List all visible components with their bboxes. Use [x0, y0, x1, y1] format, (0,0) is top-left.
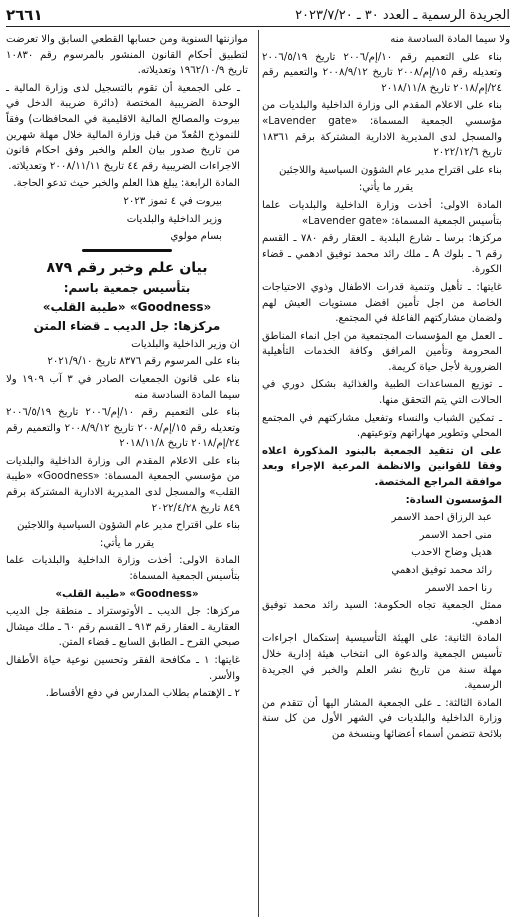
founder-name: رنا احمد الاسمر: [425, 582, 492, 594]
paragraph: بناء على اقتراح مدير عام الشؤون السياسية واللاجئين: [278, 164, 502, 176]
objectives: غايتها: ١ ـ مكافحة الفقر وتحسين نوعية حياة الأطفال والأسر.: [6, 655, 241, 682]
left-column: [6, 32, 248, 704]
journal-issue-line: الجريدة الرسمية ـ العدد ٣٠ ـ ٢٠٢٣/٧/٢٠: [295, 7, 510, 23]
paragraph: بناء على التعميم رقم ١٠/إم/٢٠٠٦ تاريخ ٢٠٠٦/٥/١٩ وتعديله رقم ١٥/إم/٢٠٠٨ تاريخ ٢٠٠٨/٩/١٢ والتعميم رقم ٢٤/إم/٢٠١٨ تاريخ ٢٠١٨/١١/٨: [262, 51, 503, 94]
compliance-clause: على ان تتقيد الجمعية بالبنود المذكورة اعلاه وفقا للقوانين والانظمة المرعية الإجراء وبعد موافقة المراجع المختصة.: [262, 445, 502, 489]
paragraph: بناء على الاعلام المقدم الى وزارة الداخلية والبلديات من مؤسسي الجمعية المسماة: «Lavender gate» والمسجل لدى المديرية الادارية المشتركة برقم ١٨٣٦١ تاريخ ٢٠٢٢/١٢/٦: [262, 100, 502, 159]
paragraph: بناء على قانون الجمعيات الصادر في ٣ آب ١٩٠٩ ولا سيما المادة السادسة منه: [6, 373, 240, 401]
association-name-repeat: «Goodness» «طيبة القلب»: [55, 588, 199, 600]
right-column: [262, 32, 510, 745]
objective-item: ـ العمل مع المؤسسات المجتمعية من اجل انماء المناطق المحرومة وتأمين المرافق وكافة الخدمات التأهيلية الضرورية لأجل حياة كريمة.: [262, 330, 502, 373]
decision-heading: يقرر ما يأتي:: [358, 182, 414, 194]
paragraph: ولا سيما المادة السادسة منه: [390, 34, 510, 45]
objective-item: ـ توزيع المساعدات الطبية والغذائية بشكل دوري في الحالات التي يتم التحقق منها.: [262, 379, 502, 407]
paragraph: بناء على التعميم رقم ١٠/إم/٢٠٠٦ تاريخ ٢٠٠٦/٥/١٩ وتعديله رقم ١٥/إم/٢٠٠٨ تاريخ ٢٠٠٨/٩/١٢ والتعميم رقم ٢٤/إم/٢٠١٨ تاريخ ٢٠١٨/١١/٨: [6, 407, 241, 450]
founder-name: عبد الرزاق احمد الاسمر: [391, 512, 492, 524]
paragraph: ان وزير الداخلية والبلديات: [131, 338, 240, 350]
article-three: المادة الثالثة: ـ على الجمعية المشار اليها أن تتقدم من وزارة الداخلية والبلديات في الشهر الأول من كل سنة بلائحة تتضمن أسماء أعضائها وبنسخة من: [262, 697, 502, 740]
article-one: المادة الاولى: أخذت وزارة الداخلية والبلديات علما بتأسيس الجمعية المسماة:: [6, 555, 240, 583]
column-divider: [258, 30, 259, 917]
page-header: [6, 4, 510, 27]
paragraph: بناء على اقتراح مدير عام الشؤون السياسية واللاجئين: [16, 520, 240, 532]
signature-name: بسام مولوي: [170, 231, 222, 243]
association-name: «Goodness» «طيبة القلب»: [42, 299, 212, 314]
decision-heading: يقرر ما يأتي:: [99, 537, 155, 549]
paragraph: بناء على الاعلام المقدم الى وزارة الداخلية والبلديات من مؤسسي الجمعية المسماة: «Goodness» «طيبة القلب» والمسجل لدى المديرية الادارية المشتركة برقم ٨٤٩ تاريخ ٢٠٢٢/٤/٢٨: [6, 455, 240, 514]
paragraph: موازنتها السنوية ومن حسابها القطعي السابق والا تعرضت لتطبيق أحكام القانون المنشور بالمرسوم رقم ١٠٨٣٠ تاريخ ١٩٦٢/١٠/٩ وتعديلاته.: [6, 34, 248, 77]
founder-name: منى احمد الاسمر: [419, 529, 492, 541]
article-two: المادة الثانية: على الهيئة التأسيسية إستكمال اجراءات تأسيس الجمعية والدعوة الى انتخاب هيئة إدارية خلال مهلة سنة من تاريخ نشر العلم والخبر في الجريدة الرسمية.: [262, 633, 502, 692]
headquarters: مركزها: برسا ـ شارع البلدية ـ العقار رقم ٧٨٠ ـ القسم رقم ٦ ـ بلوك A ـ ملك رائد محمد توفيق ادهمي ـ قضاء الكورة.: [262, 233, 502, 276]
section-divider: [6, 249, 248, 252]
association-location: مركزها: جل الديب ـ قضاء المتن: [33, 318, 221, 333]
notice-title: بيان علم وخبر رقم ٨٧٩: [46, 259, 208, 276]
paragraph: بناء على المرسوم رقم ٨٣٧٦ تاريخ ٢٠٢١/٩/١٠: [47, 356, 240, 368]
objectives: غايتها: ـ تأهيل وتنمية قدرات الاطفال وذوي الاحتياجات الخاصة من اجل تأمين افضل مستويات العيش لهم ولضمان مشاركتهم الفاعلة في المجتمع.: [262, 281, 502, 325]
paragraph: ـ على الجمعية أن تقوم بالتسجيل لدى وزارة المالية ـ الوحدة الضريبية المختصة (دائرة ضريبة الدخل في بيروت والمصالح المالية الاقليمية في المحافظات) وفقاً للنموذج المُعدّ من قبل وزارة المالية خلال مهلة شهرين من تاريخ صدور بيان العلم والخبر وفق احكام قانون الاجراءات الضريبية رقم ٤٤ تاريخ ٢٠٠٨/١١/١١ وتعديلاته.: [6, 82, 240, 172]
founders-heading: المؤسسون السادة:: [405, 494, 502, 506]
article-four: المادة الرابعة: يبلغ هذا العلم والخبر حيث تدعو الحاجة.: [13, 178, 240, 190]
founder-name: رائد محمد توفيق ادهمي: [391, 565, 492, 576]
article-one: المادة الاولى: أخذت وزارة الداخلية والبلديات علما بتأسيس الجمعية المسماة: «Lavender gate»: [262, 199, 502, 227]
notice-subtitle: بتأسيس جمعية باسم:: [63, 280, 191, 295]
representative: ممثل الجمعية تجاه الحكومة: السيد رائد محمد توفيق ادهمي.: [262, 600, 502, 627]
signature-date: بيروت في ٤ تموز ٢٠٢٣: [123, 195, 222, 207]
objective-item: ـ تمكين الشباب والنساء وتفعيل مشاركتهم في المجتمع المحلي وتطوير مهاراتهم وتوعيتهم.: [262, 412, 502, 440]
headquarters: مركزها: جل الديب ـ الأوتوستراد ـ منطقة جل الديب العقارية ـ العقار رقم ٩١٣ ـ القسم رقم ٦٠ ـ ملك ميشال صبحي القرح ـ الطابق السابع ـ قضاء المتن.: [6, 606, 240, 649]
objective-item: ٢ ـ الإهتمام بطلاب المدارس في دفع الأقساط.: [45, 688, 240, 700]
page-number: ٢٦٦١: [6, 6, 43, 24]
signature-title: وزير الداخلية والبلديات: [126, 213, 222, 225]
founder-name: هديل وضاح الاحدب: [411, 547, 492, 559]
